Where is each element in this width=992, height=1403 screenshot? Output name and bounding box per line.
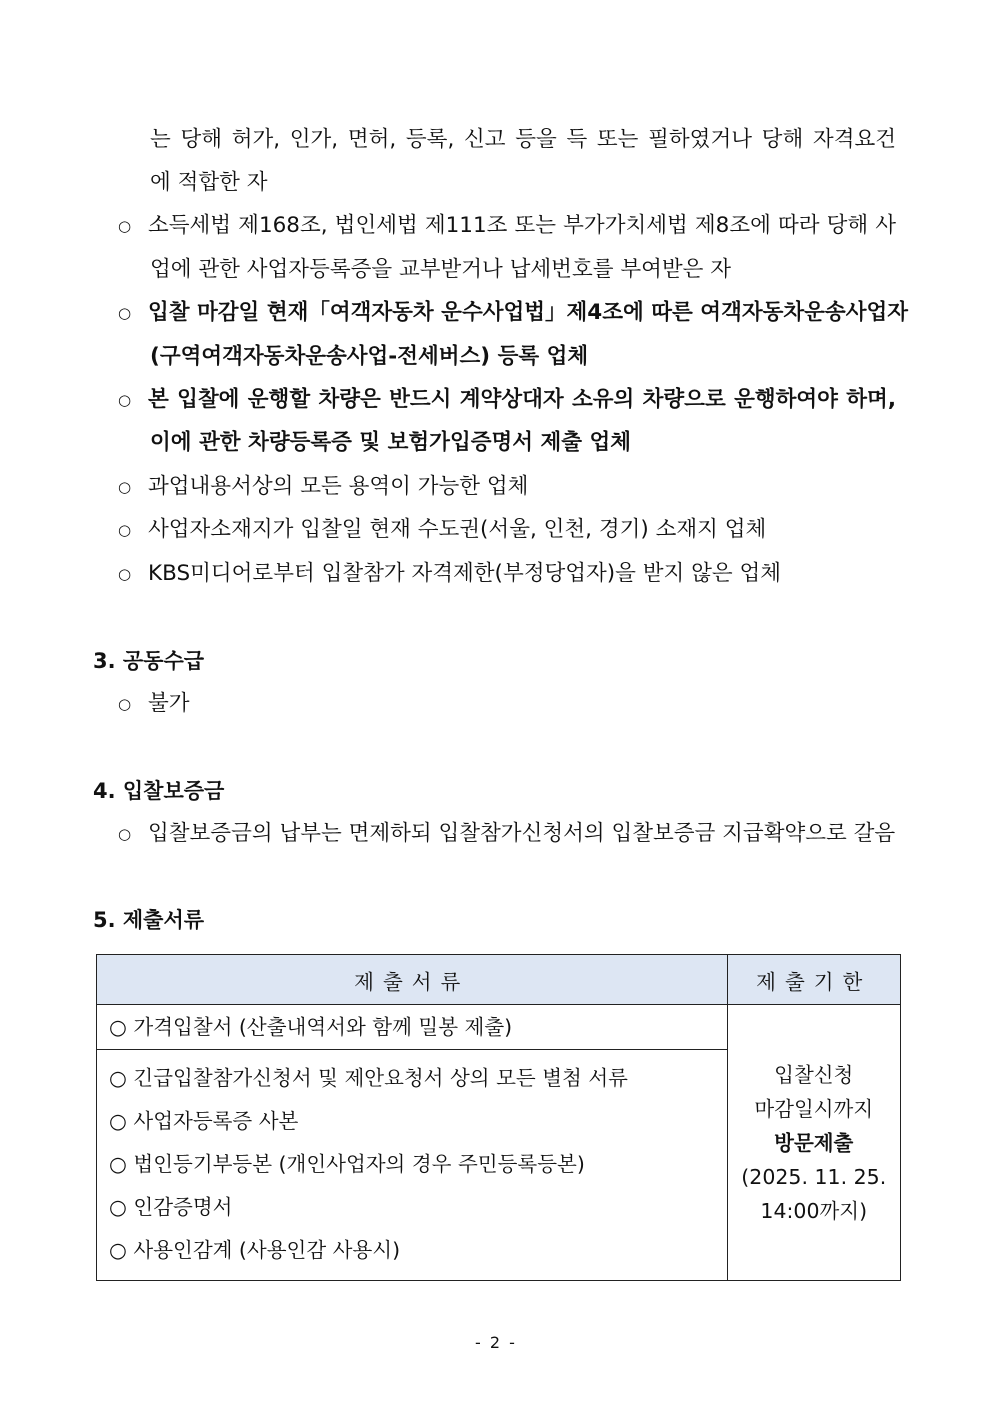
deadline-line: 입찰신청 xyxy=(774,1062,854,1087)
list-item: 본 입찰에 운행할 차량은 반드시 계약상대자 소유의 차량으로 운행하여야 하며, xyxy=(148,387,896,412)
document-item: ○ 법인등기부등본 (개인사업자의 경우 주민등록등본) xyxy=(109,1152,585,1176)
paragraph-line: 는 당해 허가, 인가, 면허, 등록, 신고 등을 득 또는 필하였거나 당해 자격요건 xyxy=(150,127,896,152)
deadline-line: 마감일시까지 xyxy=(754,1096,874,1121)
list-item-continuation: 이에 관한 차량등록증 및 보험가입증명서 제출 업체 xyxy=(150,430,632,455)
deadline-date: (2025. 11. 25. xyxy=(741,1164,887,1189)
bullet-marker: ○ xyxy=(118,304,132,322)
list-item: 소득세법 제168조, 법인세법 제111조 또는 부가가치세법 제8조에 따라 당해 사 xyxy=(148,213,896,238)
list-item: 입찰보증금의 납부는 면제하되 입찰참가신청서의 입찰보증금 지급확약으로 갈음 xyxy=(148,821,896,846)
section-heading: 3. 공동수급 xyxy=(93,649,205,673)
list-item-continuation: 업에 관한 사업자등록증을 교부받거나 납세번호를 부여받은 자 xyxy=(150,257,732,282)
document-item: ○ 인감증명서 xyxy=(109,1195,233,1219)
list-item: 입찰 마감일 현재「여객자동차 운수사업법」제4조에 따른 여객자동차운송사업자 xyxy=(148,300,908,325)
list-item: 과업내용서상의 모든 용역이 가능한 업체 xyxy=(148,474,529,499)
deadline-time: 14:00까지) xyxy=(760,1198,868,1223)
table-header-row xyxy=(97,955,901,1005)
paragraph-line: 에 적합한 자 xyxy=(150,170,268,195)
table-cell-price-bid xyxy=(97,1005,728,1050)
deadline-method: 방문제출 xyxy=(774,1130,854,1155)
document-item: ○ 사용인감계 (사용인감 사용시) xyxy=(109,1238,401,1262)
bullet-marker: ○ xyxy=(118,695,132,713)
bullet-marker: ○ xyxy=(118,391,132,409)
document-item: ○ 가격입찰서 (산출내역서와 함께 밀봉 제출) xyxy=(109,1014,513,1039)
list-item: 사업자소재지가 입찰일 현재 수도권(서울, 인천, 경기) 소재지 업체 xyxy=(148,517,767,542)
submission-documents-table xyxy=(96,954,901,1281)
section-heading: 5. 제출서류 xyxy=(93,908,205,932)
bullet-marker: ○ xyxy=(118,217,132,235)
table-row xyxy=(97,1005,901,1050)
section-heading: 4. 입찰보증금 xyxy=(93,779,225,803)
list-item: 불가 xyxy=(148,691,190,716)
table-cell-deadline xyxy=(727,1005,900,1281)
bullet-marker: ○ xyxy=(118,565,132,583)
page-number: - 2 - xyxy=(475,1333,517,1352)
bullet-marker: ○ xyxy=(118,521,132,539)
list-item-continuation: (구역여객자동차운송사업-전세버스) 등록 업체 xyxy=(150,344,589,369)
bullet-marker: ○ xyxy=(118,825,132,843)
table-cell-documents xyxy=(97,1050,728,1281)
bullet-marker: ○ xyxy=(118,478,132,496)
table-header-deadline: 제출기한 xyxy=(727,955,900,1005)
document-item: ○ 긴급입찰참가신청서 및 제안요청서 상의 모든 별첨 서류 xyxy=(109,1066,628,1090)
document-item: ○ 사업자등록증 사본 xyxy=(109,1109,299,1133)
table-header-documents: 제출서류 xyxy=(97,955,728,1005)
list-item: KBS미디어로부터 입찰참가 자격제한(부정당업자)을 받지 않은 업체 xyxy=(148,561,782,586)
